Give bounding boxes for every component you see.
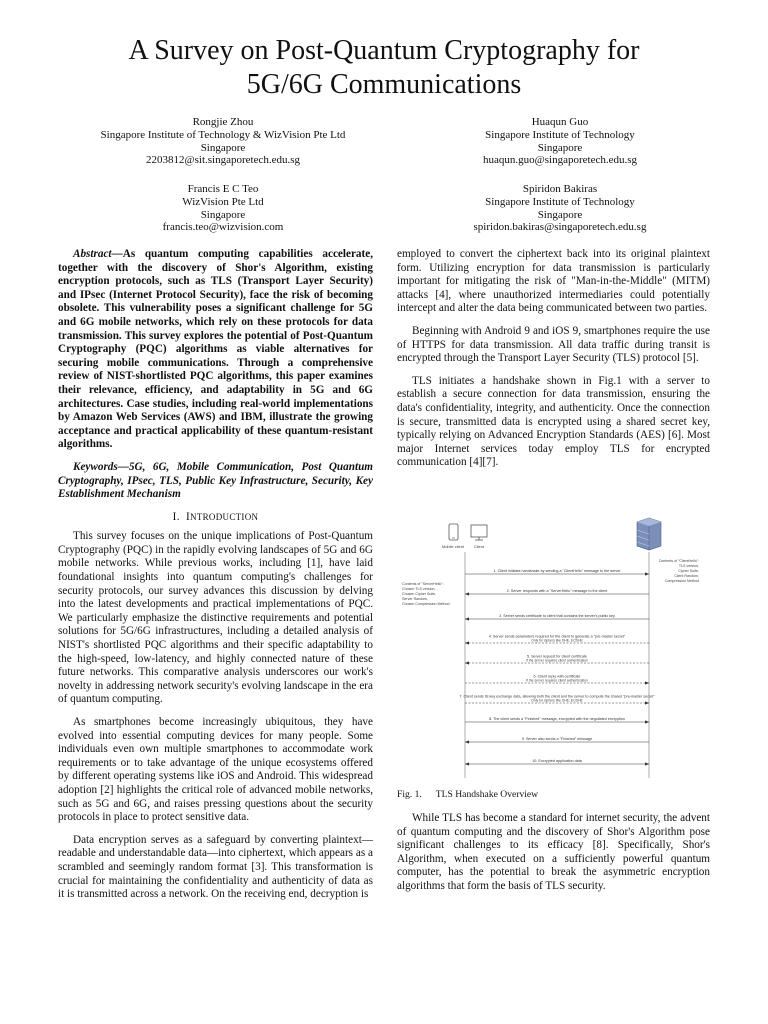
author-email[interactable]: spiridon.bakiras@singaporetech.edu.sg (473, 221, 647, 234)
author-email[interactable]: francis.teo@wizvision.com (162, 221, 284, 234)
section-first-letter: I (186, 510, 191, 523)
client-note-line: Server Random, (402, 597, 429, 601)
handshake-message (465, 589, 649, 596)
server-note-line: Contents of "ClientHello": (658, 559, 699, 563)
author-country: Singapore (200, 141, 246, 154)
handshake-messages (459, 569, 655, 766)
arrow-head (465, 641, 469, 644)
abstract-text: —As quantum computing capabilities accelerate, together with the discovery of Shor's Algorithm, existing encryption protocols, such as TLS (Transport Layer Security) and IPsec (Internet Protocol Security), face the risk of becoming obsolete. This vulnerability poses a significant challenge for 5G and 6G mobile networks, which rely on these protocols for data transmission. This survey explores the potential of Post-Quantum Cryptography (PQC) algorithms as viable alternatives for securing mobile communications. Through a comprehensive review of NIST-shortlisted PQC algorithms, this paper examines their relevance, efficiency, and adaptability in 5G and 6G architectures. Case studies, including real-world implementations by Amazon Web Services (AWS) and IBM, illustrate the growing acceptance and practical applicability of these quantum-resistant algorithms. (58, 248, 373, 451)
client-label: Client (473, 544, 485, 549)
message-condition: If the server requires client authentication (525, 678, 589, 683)
caption-text: TLS Handshake Overview (435, 789, 539, 800)
right-column-bottom (397, 812, 710, 903)
client-note-line: Contents of "ServerHello": (402, 582, 444, 586)
client-note-line: Chosen TLS version, (402, 587, 436, 591)
author-block-3 (58, 183, 388, 234)
paper-title (40, 34, 728, 102)
handshake-message (465, 635, 649, 645)
handshake-message (465, 614, 649, 621)
abstract-label: Abstract (73, 248, 112, 260)
author-country: Singapore (537, 208, 583, 221)
client-note-line: Chosen Compression Method (402, 602, 450, 606)
message-label: 10. Encrypted application data (532, 759, 582, 763)
arrow-head (645, 701, 649, 704)
author-affiliation: Singapore Institute of Technology & WizVision Pte Ltd (100, 128, 346, 141)
message-label: 4. Server sends parameters required for the client to generate a "pre-master secret" (488, 634, 626, 639)
message-label: 6. Client reply with certificate (533, 674, 581, 679)
figure-caption (397, 789, 538, 800)
server-note (659, 559, 699, 583)
author-country: Singapore (200, 208, 246, 221)
body-paragraph: Data encryption serves as a safeguard by converting plaintext—readable and understandable data—into ciphertext, which appears as a scrambled and seemingly random format [3]. This transformation is crucial for maintaining the confidentiality and authenticity of data as it is transmitted across a network. On the receiving end, decryption is (58, 833, 373, 901)
handshake-message (465, 655, 649, 665)
author-name: Rongjie Zhou (192, 116, 254, 128)
message-label: 9. Server also sends a "Finished" message (521, 737, 593, 741)
server-note-line: Cipher Suite, (678, 569, 699, 573)
client-note (402, 582, 450, 606)
message-label: 1. Client initiates handshake by sending a "ClientHello" message to the server (493, 569, 621, 573)
right-column-top (397, 248, 710, 479)
keywords (58, 461, 373, 502)
server-note-line: Compression Method (664, 579, 699, 583)
body-paragraph: employed to convert the ciphertext back into its original plaintext form. Utilizing encryption for data transmission is particularly important for mitigating the risk of "Man-in-the-Middle" (MITM) attacks [4], where unauthorized intermediaries could potentially intercept and alter the data being communicated between two parties. (397, 248, 710, 315)
title-line-1: A Survey on Post-Quantum Cryptography for (128, 35, 640, 66)
arrow-head (465, 592, 469, 595)
author-block-4 (395, 183, 725, 234)
tls-handshake-figure (397, 516, 711, 782)
message-label: 5. Server request for client certificate (526, 654, 588, 659)
message-condition: Only for ciphers like DHE, ECDHE (531, 698, 583, 703)
handshake-message (465, 737, 649, 744)
message-label: 2. Server responds with a "ServerHello" message to the client (506, 589, 608, 593)
abstract (58, 248, 373, 452)
client-note-line: Chosen Cipher Suite, (402, 592, 437, 596)
keywords-label: Keywords (73, 460, 118, 473)
keywords-text: —5G, 6G, Mobile Communication, Post Quantum Cryptography, IPsec, TLS, Public Key Infrastructure, Security, Key Establishment Mechanism (58, 460, 373, 501)
author-affiliation: Singapore Institute of Technology (485, 128, 635, 141)
handshake-message (465, 569, 649, 576)
message-condition: Only for ciphers like DHE, ECDHE (531, 638, 583, 643)
message-label: 7. Client sends its key exchange data, allowing both the client and the server to compute the shared "pre-master secret" (459, 694, 655, 699)
mobile-phone-icon (449, 524, 458, 540)
desktop-computer-icon (471, 525, 487, 540)
author-name: Spiridon Bakiras (522, 183, 598, 195)
author-affiliation: WizVision Pte Ltd (182, 195, 264, 208)
author-name: Francis E C Teo (187, 183, 259, 195)
section-rest: NTRODUCTION (190, 511, 259, 522)
arrow-head (465, 617, 469, 620)
arrow-head (465, 740, 469, 743)
server-icon (637, 518, 661, 550)
author-block-1 (58, 116, 388, 167)
handshake-message (465, 675, 649, 685)
body-paragraph: TLS initiates a handshake shown in Fig.1 with a server to establish a secure connection for data transmission, ensuring the data's confidentiality, integrity, and authenticity. Once the connection is secure, transmitted data is encrypted using a shared secret key, typically relying on Advanced Encryption Standards (AES) [6]. Most major Internet services today employ TLS for encrypted communication [4][7]. (397, 374, 710, 469)
handshake-message (459, 695, 655, 705)
arrow-head (645, 572, 649, 575)
message-label: 3. Server sends certificate to client that contains the server's public key (499, 614, 615, 618)
handshake-message (465, 759, 649, 766)
arrow-head (645, 720, 649, 723)
arrow-head (645, 762, 649, 765)
message-label: 8. The client sends a "Finished" message, encrypted with the negotiated encryption (489, 717, 625, 721)
handshake-message (465, 717, 649, 724)
section-heading (58, 511, 373, 525)
message-condition: If the server requires client authentication (525, 658, 589, 663)
body-paragraph: As smartphones become increasingly ubiquitous, they have evolved into essential computing devices for many people. Some individuals even own multiple smartphones to accommodate work requirements or to take advantage of the unique ecosystems offered by different operating systems like iOS and Android. This widespread adoption [2] highlights the critical role of advanced mobile networks, such as 5G and 6G, and raises pressing questions about the security protocols in place to protect sensitive data. (58, 716, 373, 824)
server-note-line: Client Random, (674, 574, 699, 578)
arrow-head (465, 661, 469, 664)
author-country: Singapore (537, 141, 583, 154)
title-line-2: 5G/6G Communications (246, 69, 522, 100)
author-affiliation: Singapore Institute of Technology (485, 195, 635, 208)
section-number: I. (172, 510, 180, 523)
author-email[interactable]: huaqun.guo@singaporetech.edu.sg (482, 154, 637, 167)
body-paragraph: Beginning with Android 9 and iOS 9, smartphones require the use of HTTPS for data transmission. All data traffic during transit is encrypted through the Transport Layer Security (TLS) protocol [5]. (397, 324, 710, 365)
left-column (58, 248, 373, 911)
body-paragraph: While TLS has become a standard for internet security, the advent of quantum computing and the discovery of Shor's Algorithm pose significant challenges to its efficacy [8]. Specifically, Shor's Algorithm, when executed on a sufficiently powerful quantum computer, has the potential to break the asymmetric encryption algorithms that form the basis of TLS security. (397, 812, 710, 892)
caption-label: Fig. 1. (397, 789, 422, 800)
author-block-2 (395, 116, 725, 167)
arrow-head (645, 681, 649, 684)
server-note-line: TLS version, (678, 564, 699, 568)
author-email[interactable]: 2203812@sit.singaporetech.edu.sg (145, 154, 301, 167)
body-paragraph: This survey focuses on the unique implications of Post-Quantum Cryptography (PQC) in the rapidly evolving landscapes of 5G and 6G mobile networks. While previous works, including [1], have laid foundational insights into quantum computing's challenges for security protocols, our survey advances this discussion by delving into the latest developments and practical implementations of PQC. We particularly emphasize the distinctive requirements and potential solutions for 5G/6G infrastructures, including a detailed analysis of NIST's shortlisted PQC algorithms and their specific adaptability to the high-speed, low-latency, and highly connected nature of these future networks. This comparative analysis underscores our work's novelty in addressing network security's evolving landscape in the era of quantum computing. (58, 530, 373, 706)
author-name: Huaqun Guo (531, 116, 589, 128)
mobile-client-label: Mobile client (441, 544, 465, 549)
arrow-head (465, 762, 469, 765)
